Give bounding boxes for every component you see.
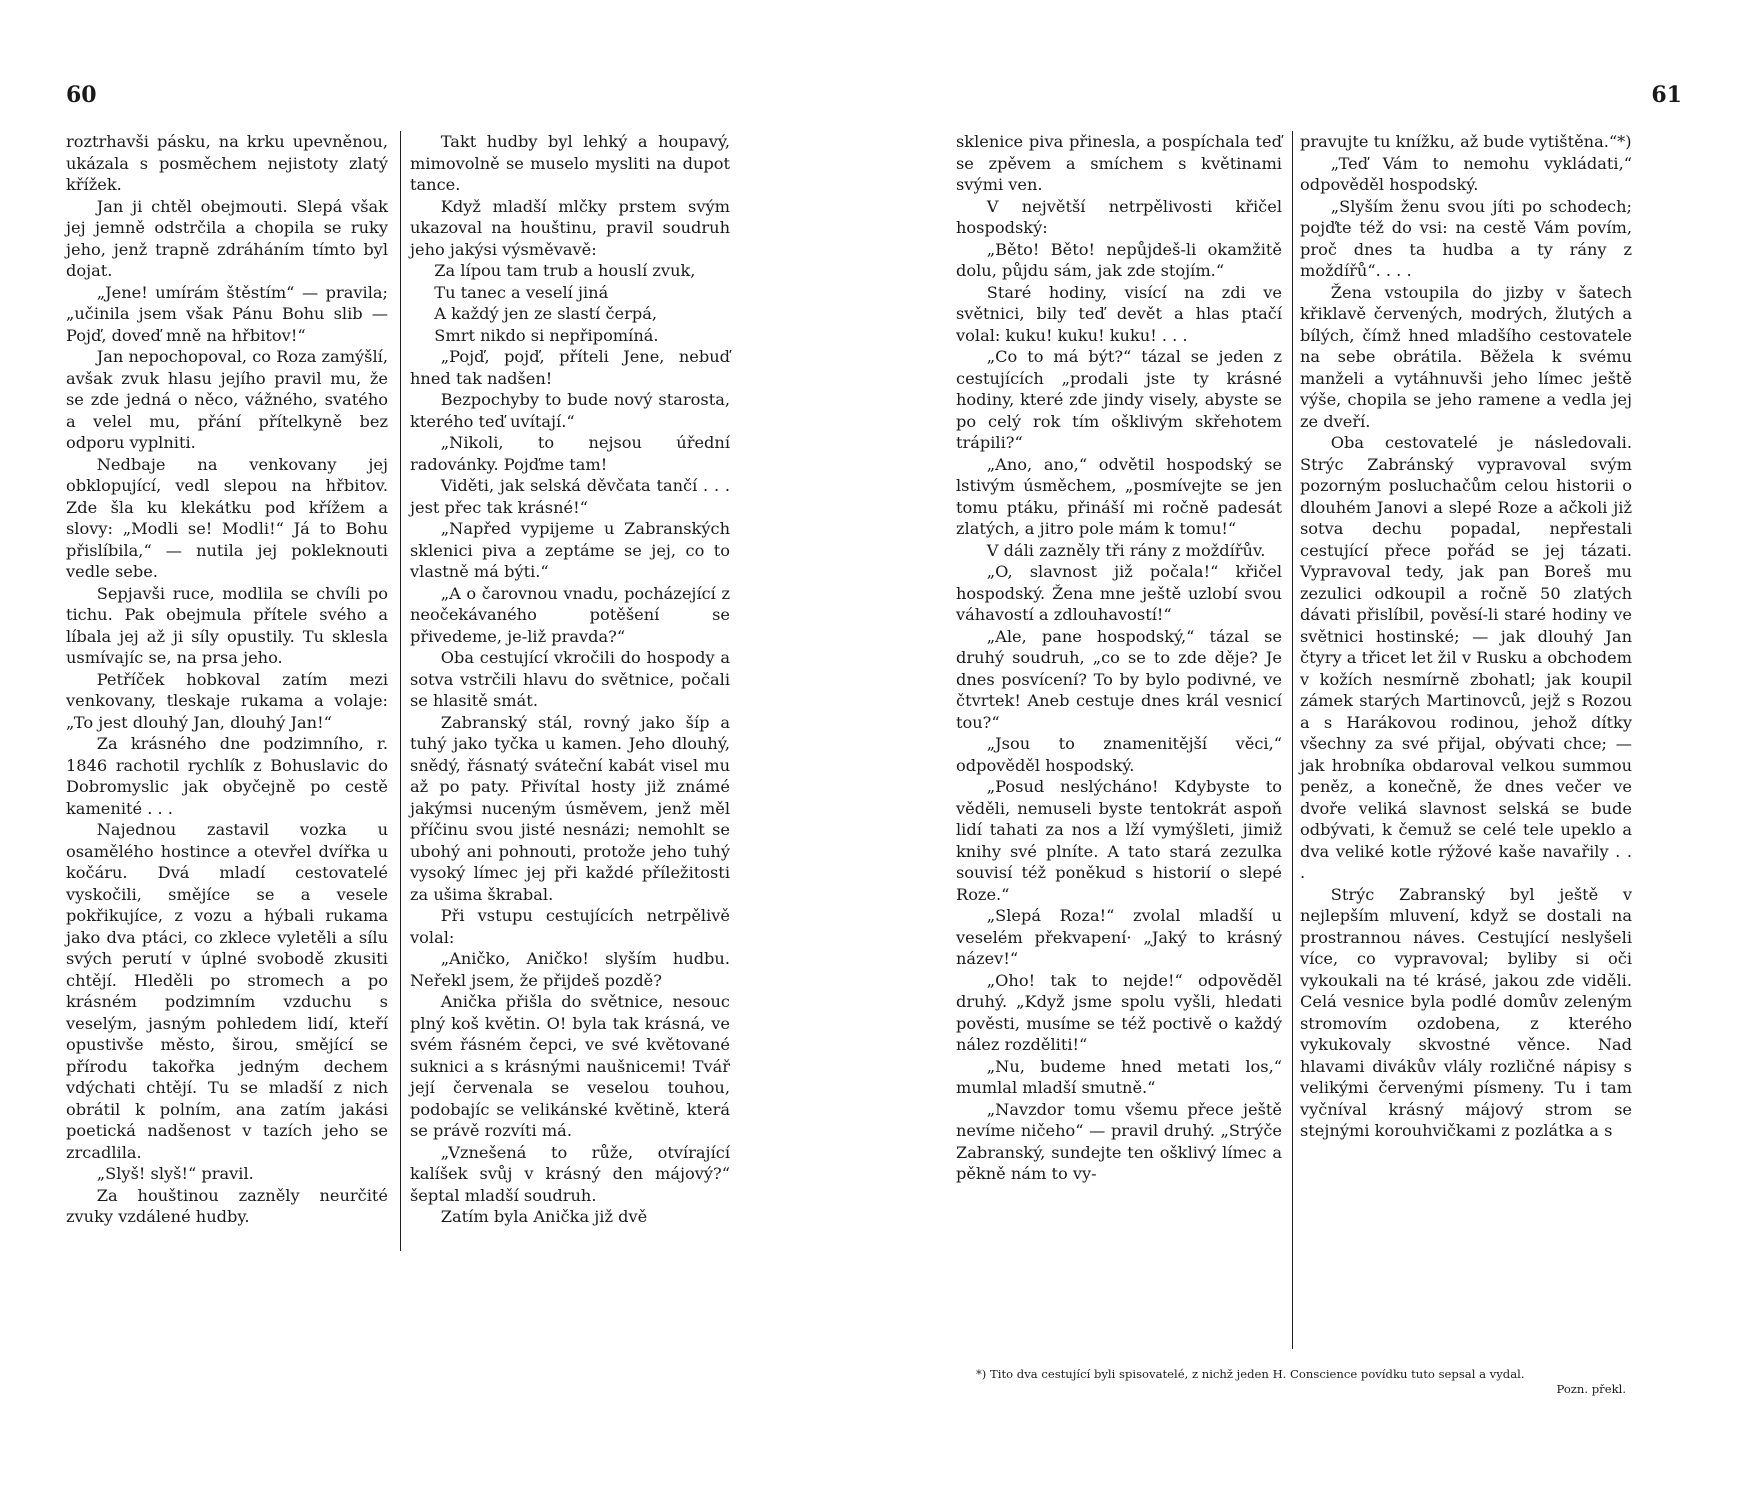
right-page-column-2 — [1300, 131, 1632, 1142]
paragraph: Oba cestující vkročili do hospody a sotva vstrčili hlavu do světnice, počali se hlasitě smát. — [410, 648, 730, 710]
paragraph: „Co to má být?“ tázal se jeden z cestujících „prodali jste ty krásné hodiny, které zde jindy visely, abyste se po celý rok tím ošklivým skřehotem trápili?“ — [956, 347, 1282, 452]
paragraph: pravujte tu knížku, až bude vytištěna.“*) — [1300, 132, 1632, 151]
paragraph: „Aničko, Aničko! slyším hudbu. Neřekl jsem, že přijdeš pozdě? — [410, 949, 730, 990]
paragraph: Najednou zastavil vozka u osamělého hostince a otevřel dvířka u kočáru. Dvá mladí cestovatelé vyskočili, smějíce se a vesele pokřikujíce, z vozu a hýbali rukama jako dva ptáci, co zklece vyletěli a sílu svých perutí v úplné svobodě zkusiti chtějí. Hleděli po stromech a po krásném podzimním vzduchu s veselým, jasným pohledem lidí, kteří opustivše město, širou, smějící se přírodu takořka jedným dechem vdýchati chtějí. Tu se mladší z nich obrátil k polním, ana zatím jakási poetická nadšenost v tazích jeho se zrcadlila. — [66, 820, 388, 1162]
verse-line: A každý jen ze slastí čerpá, — [434, 304, 658, 323]
paragraph: „O, slavnost již počala!“ křičel hospodský. Žena mne ještě uzlobí svou váhavostí a zdlouhavostí!“ — [956, 562, 1282, 624]
left-page-column-2 — [410, 131, 730, 1228]
paragraph: „Ale, pane hospodský,“ tázal se druhý soudruh, „co se to zde děje? Je dnes posvícení? To by bylo podivné, ve čtvrtek! Aneb cestuje dnes král vesnicí tou?“ — [956, 626, 1282, 732]
column-divider-right — [1292, 131, 1293, 1349]
paragraph: „Slyším ženu svou jíti po schodech; pojďte též do vsi: na cestě Vám povím, proč dnes ta hudba a ty rány z moždířů“. . . . — [1300, 196, 1632, 280]
paragraph: Žena vstoupila do jizby v šatech křiklavě červených, modrých, žlutých a bílých, čímž hned mladšího cestovatele na sebe obrátila. Běžela k svému manželi a vytáhnuvši jeho límec ještě výše, chopila se jeho ramene a vedla jej ze dveří. — [1300, 282, 1632, 431]
paragraph: „Pojď, pojď, příteli Jene, nebuď hned tak nadšen! — [410, 347, 730, 388]
paragraph: sklenice piva přinesla, a pospíchala teď se zpěvem a smíchem s květinami svými ven. — [956, 132, 1282, 194]
paragraph: „Nikoli, to nejsou úřední radovánky. Pojďme tam! — [410, 433, 730, 474]
paragraph: roztrhavši pásku, na krku upevněnou, ukázala s posměchem nejistoty zlatý křížek. — [66, 132, 388, 194]
paragraph: Když mladší mlčky prstem svým ukazoval na houštinu, pravil soudruh jeho jakýsi výsměvavě: — [410, 196, 730, 259]
footnote-signature: Pozn. překl. — [1556, 1382, 1626, 1396]
paragraph: „Jsou to znamenitější věci,“ odpověděl hospodský. — [956, 734, 1282, 775]
paragraph: „Vznešená to růže, otvírající kalíšek svůj v krásný den májový?“ šeptal mladší soudruh. — [410, 1142, 730, 1205]
right-page — [874, 0, 1748, 1500]
paragraph: Za houštinou zazněly neurčité zvuky vzdálené hudby. — [66, 1185, 388, 1226]
paragraph: V největší netrpělivosti křičel hospodský: — [956, 196, 1282, 237]
paragraph: Bezpochyby to bude nový starosta, kterého teď uvítají.“ — [410, 390, 730, 431]
paragraph: „Běto! Běto! nepůjdeš-li okamžitě dolu, půjdu sám, jak zde stojím.“ — [956, 239, 1282, 280]
paragraph: Anička přišla do světnice, nesouc plný koš květin. O! byla tak krásná, ve svém řásném čepci, ve své květované suknici a s krásnými naušnicemi! Tvář její červenala se veselou touhou, podobajíc se velikánské květině, která se právě rozvíti má. — [410, 992, 730, 1140]
paragraph: Oba cestovatelé je následovali. Strýc Zabránský vypravoval svým pozorným posluchačům celou historii o dlouhém Janovi a slepé Roze a ačkoli již sotva dechu popadal, nepřestali cestující přece pořád se jej tázati. Vypravoval tedy, jak pan Boreš mu zezulici odkoupil a ročně 50 zlatých dávati přislíbil, pověsí-li staré hodiny ve světnici hostinské; — jak dlouhý Jan čtyry a třicet let žil v Rusku a obchodem v kožích nesmírně zbohatl; jak koupil zámek starých Martinovců, jejž s Rozou a s Harákovou rodinou, jehož dítky všechny za své přijal, obývati chce; — jak hrobníka obdaroval velkou summou peněz, a konečně, že dnes večer ve dvoře veliká slavnost selská se bude odbývati, k čemuž se celé tele upeklo a dva veliké kotle rýžové kaše navařily . . . — [1300, 433, 1632, 882]
verse-line: Za lípou tam trub a houslí zvuk, — [434, 261, 696, 280]
paragraph: Nedbaje na venkovany jej obklopující, vedl slepou na hřbitov. Zde šla ku klekátku pod křížem a slovy: „Modli se! Modli!“ Já to Bohu přislíbila,“ — nutila jej pokleknouti vedle sebe. — [66, 454, 388, 581]
paragraph: „Slepá Roza!“ zvolal mladší u veselém překvapení· „Jaký to krásný název!“ — [956, 906, 1282, 968]
paragraph: „Ano, ano,“ odvětil hospodský se lstivým úsměchem, „posmívejte se jen tomu ptáku, přináší mi ročně padesát zlatých, a jitro pole mám k tomu!“ — [956, 454, 1282, 538]
paragraph: Petříček hobkoval zatím mezi venkovany, tleskaje rukama a volaje: „To jest dlouhý Jan, dlouhý Jan!“ — [66, 669, 388, 732]
column-divider-left — [400, 131, 401, 1251]
left-page-column-1 — [66, 131, 388, 1228]
paragraph: Strýc Zabranský byl ještě v nejlepším mluvení, když se dostali na prostrannou náves. Cestující neslyšeli více, co vypravoval; byliby si oči vykoukali na té krásé, jakou zde viděli. Celá vesnice byla podlé domův zeleným stromovím ozdobena, z kterého vykukovaly skvostné věnce. Nad hlavami divákův vlály rozličné nápisy s velikými červenými písmeny. Tu i tam vyčníval krásný májový strom se stejnými korouhvičkami z pozlátka a s — [1300, 884, 1632, 1140]
paragraph: Jan nepochopoval, co Roza zamýšlí, avšak zvuk hlasu jejího pravil mu, že se zde jedná o něco, vážného, svatého a velel mu, přání přítelkyně bez odporu vyplniti. — [66, 347, 388, 452]
right-page-column-1 — [956, 131, 1282, 1185]
paragraph: Jan ji chtěl obejmouti. Slepá však jej jemně odstrčila a chopila se ruky jeho, jenž trapně zdráháním tímto byl dojat. — [66, 196, 388, 280]
paragraph: „Oho! tak to nejde!“ odpověděl druhý. „Když jsme spolu vyšli, hledati pověsti, musíme se též poctivě o každý nález rozděliti!“ — [956, 970, 1282, 1054]
paragraph: Zatím byla Anička již dvě — [440, 1207, 648, 1226]
page-number-right: 61 — [1651, 82, 1682, 108]
paragraph: Za krásného dne podzimního, r. 1846 rachotil rychlík z Bohuslavic do Dobromyslic jak obyčejně po cestě kamenité . . . — [66, 734, 388, 818]
paragraph: Staré hodiny, visící na zdi ve světnici, bily teď devět a hlas ptačí volal: kuku! kuku! kuku! . . . — [956, 282, 1282, 345]
paragraph: „Jene! umírám štěstím“ — pravila; „učinila jsem však Pánu Bohu slib — Pojď, doveď mně na hřbitov!“ — [66, 282, 388, 345]
paragraph: „Slyš! slyš!“ pravil. — [96, 1164, 254, 1183]
paragraph: Takt hudby byl lehký a houpavý, mimovolně se muselo mysliti na dupot tance. — [410, 132, 730, 194]
paragraph: „Teď Vám to nemohu vykládati,“ odpověděl hospodský. — [1300, 153, 1632, 194]
paragraph: „Nu, budeme hned metati los,“ mumlal mladší smutně.“ — [956, 1056, 1282, 1097]
paragraph: „A o čarovnou vnadu, pocházející z neočekávaného potěšení se přivedeme, je-liž pravda?“ — [410, 583, 730, 646]
paragraph: Zabranský stál, rovný jako šíp a tuhý jako tyčka u kamen. Jeho dlouhý, snědý, řásnatý sváteční kabát visel mu až po paty. Přivítal hosty již známé jakýmsi nuceným úsměvem, jenž měl příčinu svou jisté nesnázi; nemohlt se ubohý ani pohnouti, protože jeho tuhý vysoký límec jej při každé příležitosti za ušima škrabal. — [410, 712, 730, 904]
paragraph: „Navzdor tomu všemu přece ještě nevíme ničeho“ — pravil druhý. „Strýče Zabranský, sundejte ten ošklivý límec a pěkně nám to vy- — [956, 1099, 1282, 1183]
paragraph: V dáli zazněly tři rány z moždířův. — [986, 540, 1266, 560]
paragraph: Při vstupu cestujících netrpělivě volal: — [410, 906, 730, 947]
paragraph: „Napřed vypijeme u Zabranských sklenici piva a zeptáme se jej, co to vlastně má býti.“ — [410, 519, 730, 581]
verse-line: Smrt nikdo si nepřipomíná. — [434, 325, 659, 345]
paragraph: „Posud neslýcháno! Kdybyste to věděli, nemuseli byste tentokrát aspoň lidí tahati za nos a lží vymýšleti, jimiž knihy své plníte. A tato stará zezulka souvisí též poněkud s historií o slepé Roze.“ — [956, 777, 1282, 904]
footnote-text: *) Tito dva cestující byli spisovatelé, z nichž jeden H. Conscience povídku tuto sepsal a vydal. — [976, 1367, 1525, 1381]
page-number-left: 60 — [66, 82, 97, 108]
verse-line: Tu tanec a veselí jiná — [434, 282, 609, 302]
footnote — [976, 1367, 1666, 1397]
paragraph: Viděti, jak selská děvčata tančí . . . jest přec tak krásné!“ — [410, 476, 730, 517]
paragraph: Sepjavši ruce, modlila se chvíli po tichu. Pak obejmula přítele svého a líbala jej až ji síly opustily. Tu sklesla usmívajíc se, na prsa jeho. — [66, 583, 388, 667]
